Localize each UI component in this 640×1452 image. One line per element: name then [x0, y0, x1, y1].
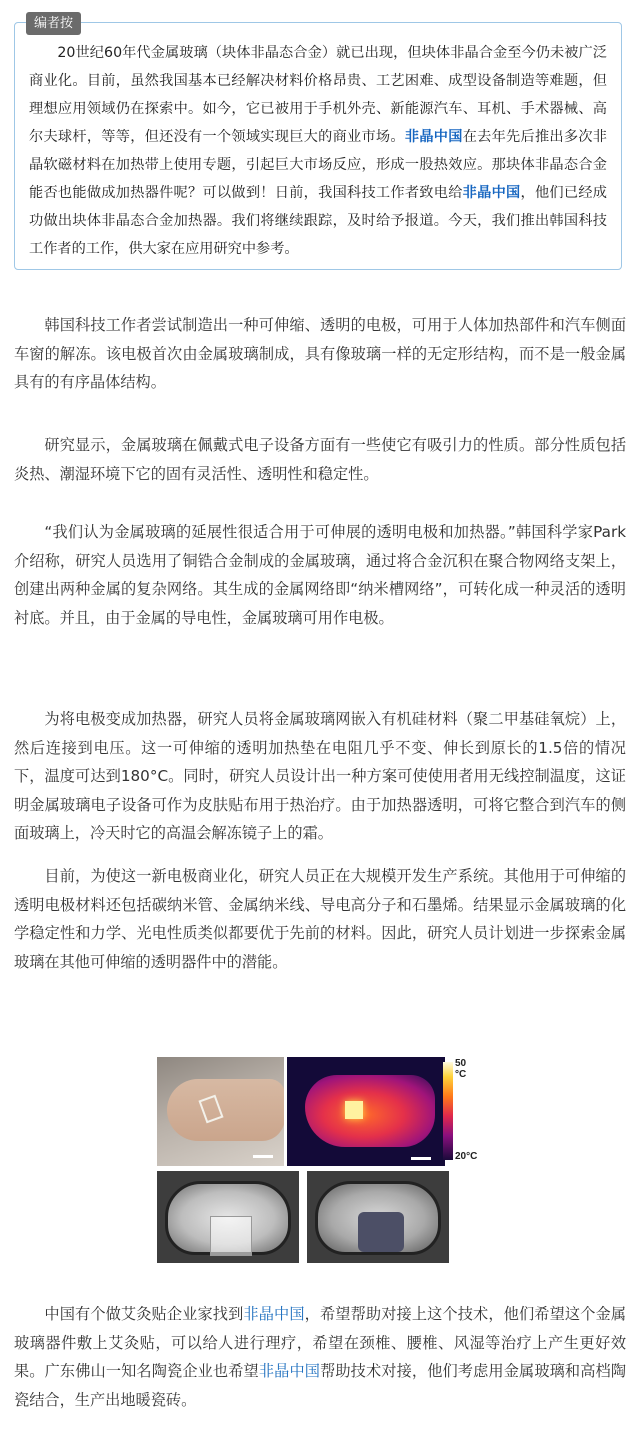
editor-note-seg3: ，他们已经成功做出块体非晶态合金加热器。我们将继续跟踪，及时给予报道。今天，我们推出韩国科技工作者的工作，供大家在应用研究中参考。	[29, 185, 607, 257]
research-figure	[157, 1054, 478, 1266]
scale-bar-a	[253, 1155, 273, 1158]
article-paragraph-1: 韩国科技工作者尝试制造出一种可伸缩、透明的电极，可用于人体加热部件和汽车侧面车窗的解冻。该电极首次由金属玻璃制成，具有像玻璃一样的无定形结构，而不是一般金属具有的有序晶体结构。	[14, 316, 626, 391]
editor-note-text	[29, 39, 607, 263]
article-paragraph-3: “我们认为金属玻璃的延展性很适合用于可伸展的透明电极和加热器。”韩国科学家Park介绍称，研究人员选用了铜锆合金制成的金属玻璃，通过将合金沉积在聚合物网络支架上，创建出两种金属的复杂网络。其生成的金属网络即“纳米槽网络”，可转化成一种灵活的透明衬底。并且，由于金属的导电性，金属玻璃可用作电极。	[14, 523, 626, 627]
reflected-device	[358, 1212, 404, 1252]
colorbar-min-label: 20°C	[455, 1151, 478, 1162]
side-mirror-photo-after	[307, 1171, 449, 1263]
thermal-image	[287, 1057, 445, 1166]
article-paragraph-4: 为将电极变成加热器，研究人员将金属玻璃网嵌入有机硅材料（聚二甲基硅氧烷）上，然后连接到电压。这一可伸缩的透明加热垫在电阻几乎不变、伸长到原长的1.5倍的情况下，温度可达到180°C。同时，研究人员设计出一种方案可使使用者用无线控制温度，这证明金属玻璃电子设备可作为皮肤贴布用于热治疗。由于加热器透明，可将它整合到汽车的侧面玻璃上，冷天时它的高温会解冻镜子上的霜。	[14, 710, 626, 842]
article-paragraph-5: 目前，为使这一新电极商业化，研究人员正在大规模开发生产系统。其他用于可伸缩的透明电极材料还包括碳纳米管、金属纳米线、导电高分子和石墨烯。结果显示金属玻璃的化学稳定性和力学、光电性质类似都要优于先前的材料。因此，研究人员计划进一步探索金属玻璃在其他可伸缩的透明器件中的潜能。	[14, 867, 626, 971]
closing-seg2: ，希望帮助对接上这个技术，他们希望这个金属玻璃器件敷上艾灸贴，可以给人进行理疗，希望在颈椎、腰椎、风湿等治疗上产生更好效果。广东佛山一知名陶瓷企业也希望	[14, 1305, 627, 1380]
brand-link-1[interactable]: 非晶中国	[243, 1305, 305, 1323]
transparent-heater-film	[210, 1216, 252, 1256]
editor-note-seg2: 在去年先后推出多次非晶软磁材料在加热带上使用专题，引起巨大市场反应，形成一股热效应。那块体非晶态合金能否也能做成加热器件呢？可以做到！日前，我国科技工作者致电给	[29, 129, 607, 201]
side-mirror-photo-before	[157, 1171, 299, 1263]
scale-bar-b	[411, 1157, 431, 1160]
hand-photo	[157, 1057, 284, 1166]
side-mirror-shape	[315, 1181, 441, 1255]
editor-note-seg1: 20世纪60年代金属玻璃（块体非晶态合金）就已出现，但块体非晶合金至今仍未被广泛商业化。目前，虽然我国基本已经解决材料价格昂贵、工艺困难、成型设备制造等难题，但理想应用领域仍在探索中。如今，它已被用于手机外壳、新能源汽车、耳机、手术器械、高尔夫球杆，等等，但还没有一个领域实现巨大的商业市场。	[29, 45, 607, 145]
article-paragraph-2: 研究显示，金属玻璃在佩戴式电子设备方面有一些使它有吸引力的性质。部分性质包括炎热、潮湿环境下它的固有灵活性、透明性和稳定性。	[14, 436, 626, 483]
brand-link-2[interactable]: 非晶中国	[258, 1362, 321, 1380]
closing-paragraph	[14, 1300, 626, 1414]
colorbar-max-label: 50 °C	[455, 1058, 467, 1080]
editor-note-tag: 编者按	[26, 12, 81, 35]
temperature-colorbar	[443, 1062, 453, 1160]
highlight-brand-1: 非晶中国	[404, 129, 463, 145]
heater-hotspot	[345, 1101, 363, 1119]
side-mirror-shape	[165, 1181, 291, 1255]
hand-shape	[167, 1079, 284, 1141]
editor-note-box	[14, 22, 622, 270]
thermal-hand-shape	[305, 1075, 435, 1147]
highlight-brand-2: 非晶中国	[462, 185, 521, 201]
closing-seg3: 帮助技术对接，他们考虑用金属玻璃和高档陶瓷结合，生产出地暖瓷砖。	[14, 1362, 627, 1409]
closing-seg1: 中国有个做艾灸贴企业家找到	[44, 1305, 244, 1323]
